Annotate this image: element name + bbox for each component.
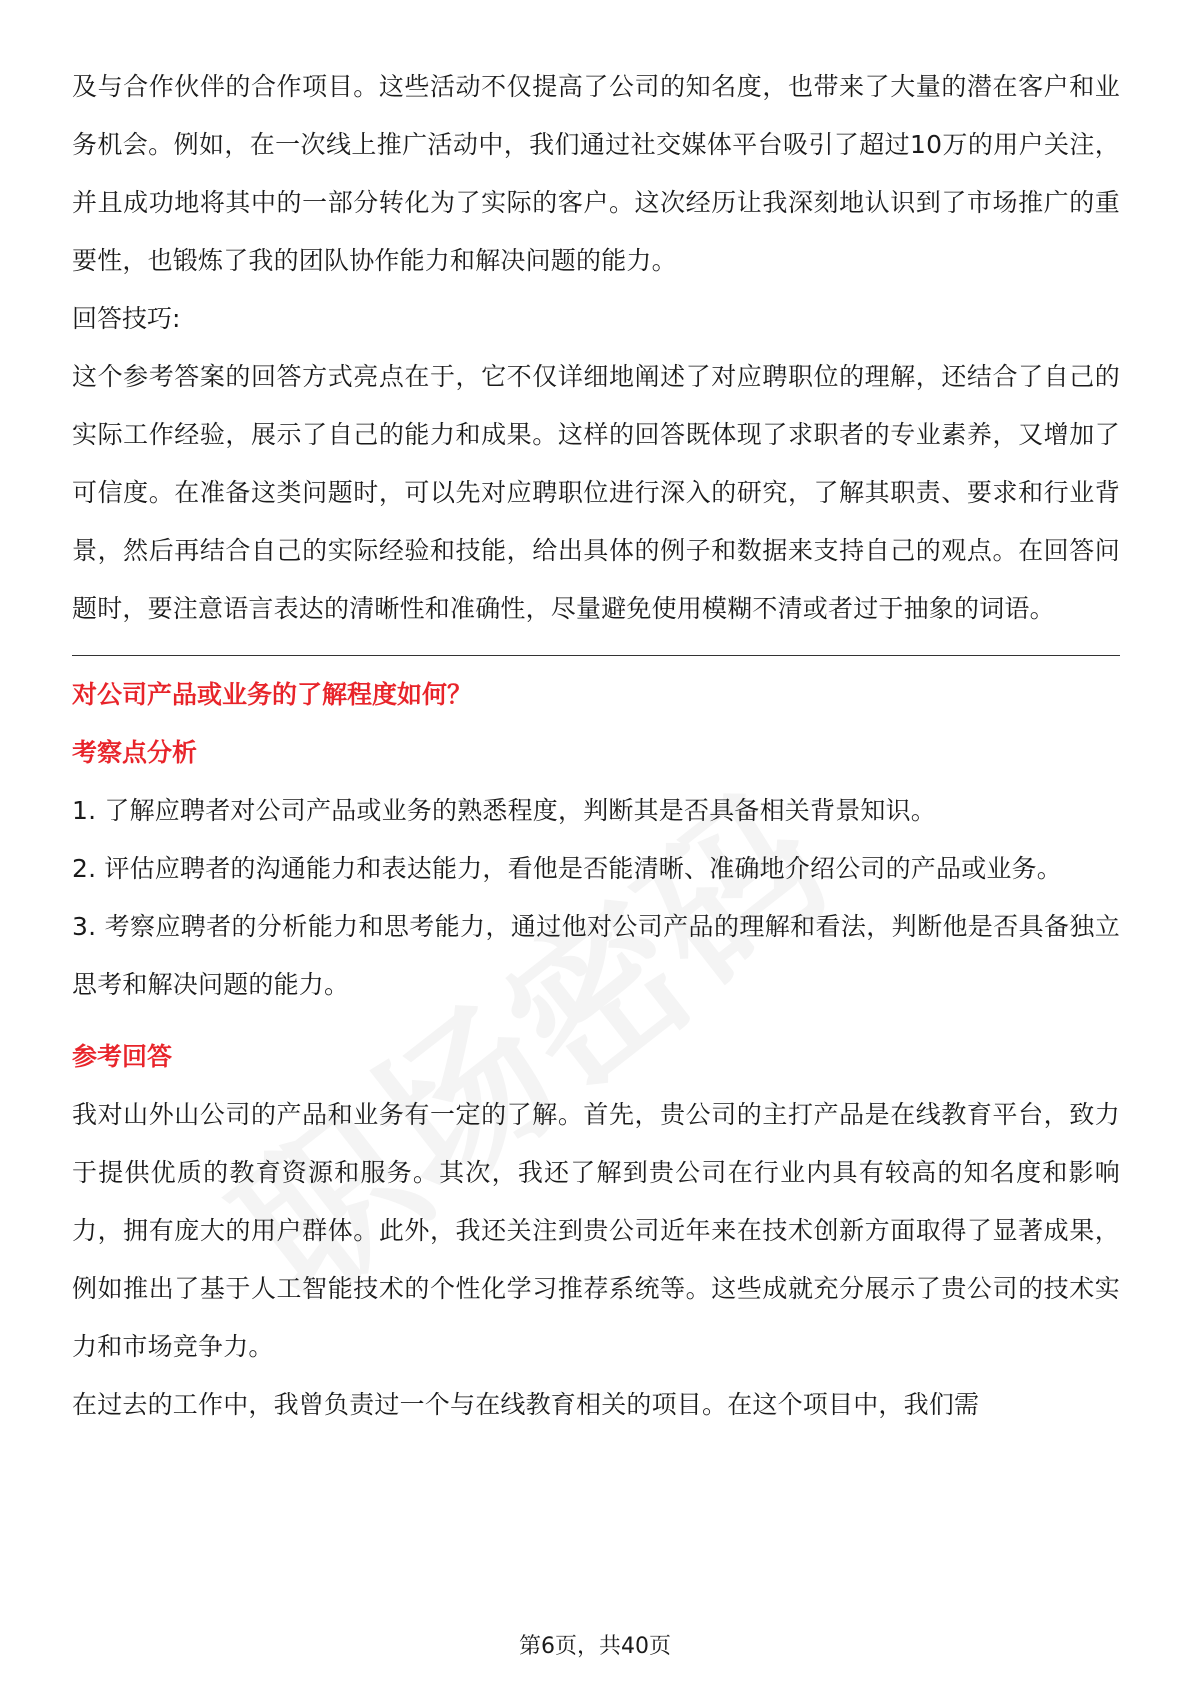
- page-number-footer: 第6页，共40页: [519, 1634, 671, 1659]
- question-title: 对公司产品或业务的了解程度如何？: [72, 680, 473, 709]
- tips-label: 回答技巧:: [72, 304, 181, 333]
- analysis-item-1: 1. 了解应聘者对公司产品或业务的熟悉程度，判断其是否具备相关背景知识。: [72, 796, 937, 825]
- tips-paragraph: 这个参考答案的回答方式亮点在于，它不仅详细地阐述了对应聘职位的理解，还结合了自己的实际工作经验，展示了自己的能力和成果。这样的回答既体现了求职者的专业素养，又增加了可信度。在准备这类问题时，可以先对应聘职位进行深入的研究，了解其职责、要求和行业背景，然后再结合自己的实际经验和技能，给出具体的例子和数据来支持自己的观点。在回答问题时，要注意语言表达的清晰性和准确性，尽量避免使用模糊不清或者过于抽象的词语。: [72, 362, 1120, 623]
- analysis-heading: 考察点分析: [72, 738, 198, 767]
- answer-heading: 参考回答: [72, 1042, 173, 1071]
- answer-paragraph-2: 在过去的工作中，我曾负责过一个与在线教育相关的项目。在这个项目中，我们需: [72, 1390, 980, 1419]
- section-divider: [72, 655, 1120, 656]
- analysis-item-2: 2. 评估应聘者的沟通能力和表达能力，看他是否能清晰、准确地介绍公司的产品或业务。: [72, 854, 1063, 883]
- intro-paragraph: 及与合作伙伴的合作项目。这些活动不仅提高了公司的知名度，也带来了大量的潜在客户和业务机会。例如，在一次线上推广活动中，我们通过社交媒体平台吸引了超过10万的用户关注，并且成功地将其中的一部分转化为了实际的客户。这次经历让我深刻地认识到了市场推广的重要性，也锻炼了我的团队协作能力和解决问题的能力。: [72, 72, 1120, 275]
- document-page: [72, 58, 1120, 1434]
- answer-paragraph-1: 我对山外山公司的产品和业务有一定的了解。首先，贵公司的主打产品是在线教育平台，致力于提供优质的教育资源和服务。其次，我还了解到贵公司在行业内具有较高的知名度和影响力，拥有庞大的用户群体。此外，我还关注到贵公司近年来在技术创新方面取得了显著成果，例如推出了基于人工智能技术的个性化学习推荐系统等。这些成就充分展示了贵公司的技术实力和市场竞争力。: [72, 1100, 1120, 1361]
- analysis-item-3: 3. 考察应聘者的分析能力和思考能力，通过他对公司产品的理解和看法，判断他是否具备独立思考和解决问题的能力。: [72, 912, 1120, 999]
